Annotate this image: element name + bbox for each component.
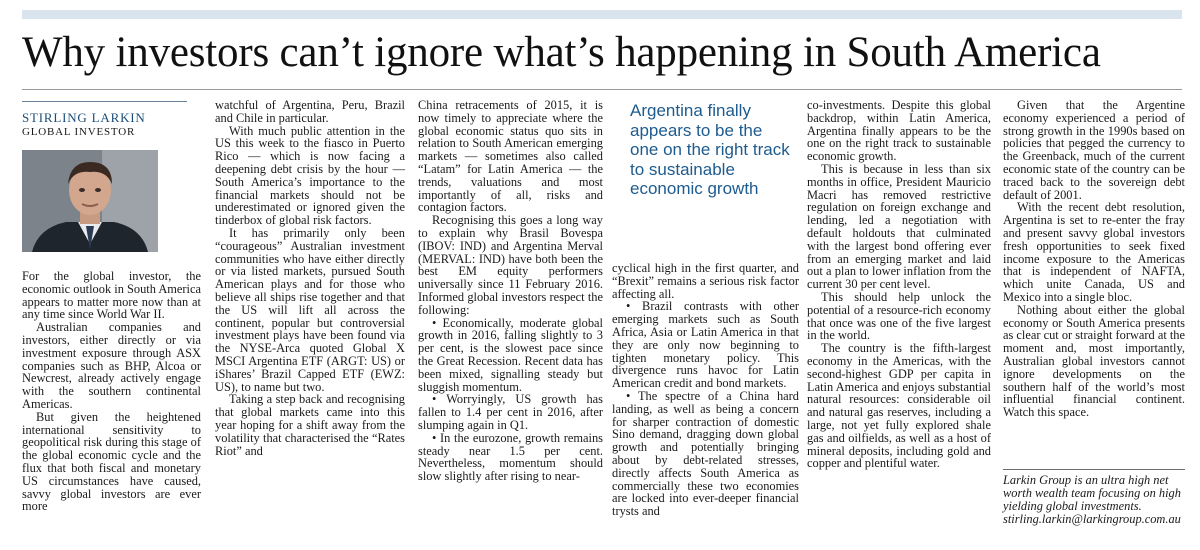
paragraph: Australian companies and investors, either directly or via investment exposure through ASX companies such as BHP, Alcoa or Newcrest, already actively engage with the southern continental Americas. <box>22 320 201 411</box>
paragraph: This should help unlock the potential of a resource-rich economy that once was one of the five largest in the world. <box>807 289 991 343</box>
paragraph: Recognising this goes a long way to explain why Brasil Bovespa (IBOV: IND) and Argentina Merval (MERVAL: IND) have both been the best EM equity performers universally since 11 February 2016. Informed global investors respect the following: <box>418 213 603 317</box>
paragraph: The country is the fifth-largest economy in the Americas, with the second-highest GDP per capita in Latin America and enjoys substantial natural resources: considerable oil and natural gas reserves, including a large, not yet fully explored shale gas and oilfields, as well as a host of mineral deposits, including gold and copper and plentiful water. <box>807 341 991 471</box>
paragraph: watchful of Argentina, Peru, Brazil and Chile in particular. <box>215 98 405 125</box>
paragraph: For the global investor, the economic outlook in South America appears to matter more now than at any time since World War II. <box>22 269 201 322</box>
article-column-2 <box>215 99 405 457</box>
paragraph: With the recent debt resolution, Argentina is set to re-enter the fray and present savvy global investors fresh opportunities to seek fixed income exposure to the Americas that is independent of NAFTA, which unite Canada, US and Mexico into a single bloc. <box>1003 200 1185 304</box>
bullet-paragraph: • Economically, moderate global growth in 2016, falling slightly to 3 per cent, is the slowest pace since the Great Recession. Recent data has been mixed, signalling steady but sluggish momentum. <box>418 315 603 394</box>
article-column-5 <box>807 99 991 470</box>
bullet-paragraph: • The spectre of a China hard landing, as well as being a concern for sharper contraction of domestic Sino demand, dragging down global growth and potentially bringing about by debt-related stresses, directly affects South America as commercially these two economies are locked into ever-deeper financial trysts and <box>612 388 799 519</box>
paragraph: cyclical high in the first quarter, and “Brexit” remains a serious risk factor affecting all. <box>612 261 799 301</box>
paragraph: Nothing about either the global economy or South America presents as clear cut or straight forward at the moment and, most importantly, Australian global investors cannot ignore developments on the southern half of the world’s most influential financial continent. Watch this space. <box>1003 302 1185 420</box>
paragraph: China retracements of 2015, it is now timely to appreciate where the global economic status quo sits in relation to South American emerging markets — sometimes also called “Latam” for Latin America — the trends, valuations and most importantly of all, risks and contagion factors. <box>418 98 603 215</box>
byline-divider <box>22 101 187 102</box>
paragraph: This is because in less than six months in office, President Mauricio Macri has removed restrictive regulation on foreign exchange and lending, led a negotiation with default holdouts that culminated with the largest bond offering ever from an emerging market and laid out a plan to lower inflation from the current 30 per cent level. <box>807 161 991 292</box>
author-role: GLOBAL INVESTOR <box>22 126 136 138</box>
paragraph: But given the heightened international sensitivity to geopolitical risk during this stage of the global economic cycle and the flux that both fiscal and monetary US circumstances have caused, savvy global investors are ever more <box>22 409 201 514</box>
author-bio: Larkin Group is an ultra high net worth wealth team focusing on high yielding global investments. stirling.larkin@larkingroup.com.au <box>1003 473 1181 526</box>
author-photo <box>22 150 158 252</box>
paragraph: Given that the Argentine economy experienced a period of strong growth in the 1990s based on policies that pegged the currency to the Greenback, much of the current economic state of the country can be traced back to the sovereign debt default of 2001. <box>1003 98 1185 202</box>
headline: Why investors can’t ignore what’s happening in South America <box>22 29 1101 76</box>
headline-divider <box>22 89 1182 90</box>
article-column-3 <box>418 99 603 483</box>
paragraph: co-investments. Despite this global backdrop, within Latin America, Argentina finally appears to be the one on the right track to sustainable economic growth. <box>807 98 991 164</box>
header-band <box>22 10 1182 19</box>
pull-quote: Argentina finally appears to be the one on the right track to sustainable economic growth <box>630 101 790 198</box>
bullet-paragraph: • Worryingly, US growth has fallen to 1.4 per cent in 2016, after slumping again in Q1. <box>418 392 603 432</box>
author-name: STIRLING LARKIN <box>22 110 146 125</box>
bullet-paragraph: • In the eurozone, growth remains steady near 1.5 per cent. Nevertheless, momentum should slow slightly after rising to near- <box>418 430 603 484</box>
paragraph: Taking a step back and recognising that global markets came into this year hoping for a shift away from the volatility that characterised the “Rates Riot” and <box>215 392 405 458</box>
article-column-6 <box>1003 99 1185 419</box>
paragraph: With much public attention in the US this week to the fiasco in Puerto Rico — which is now facing a deepening debt crisis by the hour — South America’s importance to the financial markets should not be underestimated or ignored given the tinderbox of global risk factors. <box>215 123 405 228</box>
article-column-4 <box>612 262 799 518</box>
bullet-paragraph: • Brazil contrasts with other emerging markets such as South Africa, Asia or Latin America in that they are only now beginning to tighten monetary policy. This divergence runs havoc for Latin American credit and bond markets. <box>612 299 799 391</box>
paragraph: It has primarily only been “courageous” Australian investment communities who have either directly or via listed markets, pursued South American plays and for those who believe all ships rise together and that the US will lift all across the continent, popular but controversial investment plays have been found via the NYSE-Arca quoted Global X MSCI Argentina ETF (ARGT: US) or iShares’ Brazil Capped ETF (EWZ: US), to name but two. <box>215 225 405 394</box>
article-column-1 <box>22 270 201 513</box>
bio-divider <box>1003 469 1185 470</box>
